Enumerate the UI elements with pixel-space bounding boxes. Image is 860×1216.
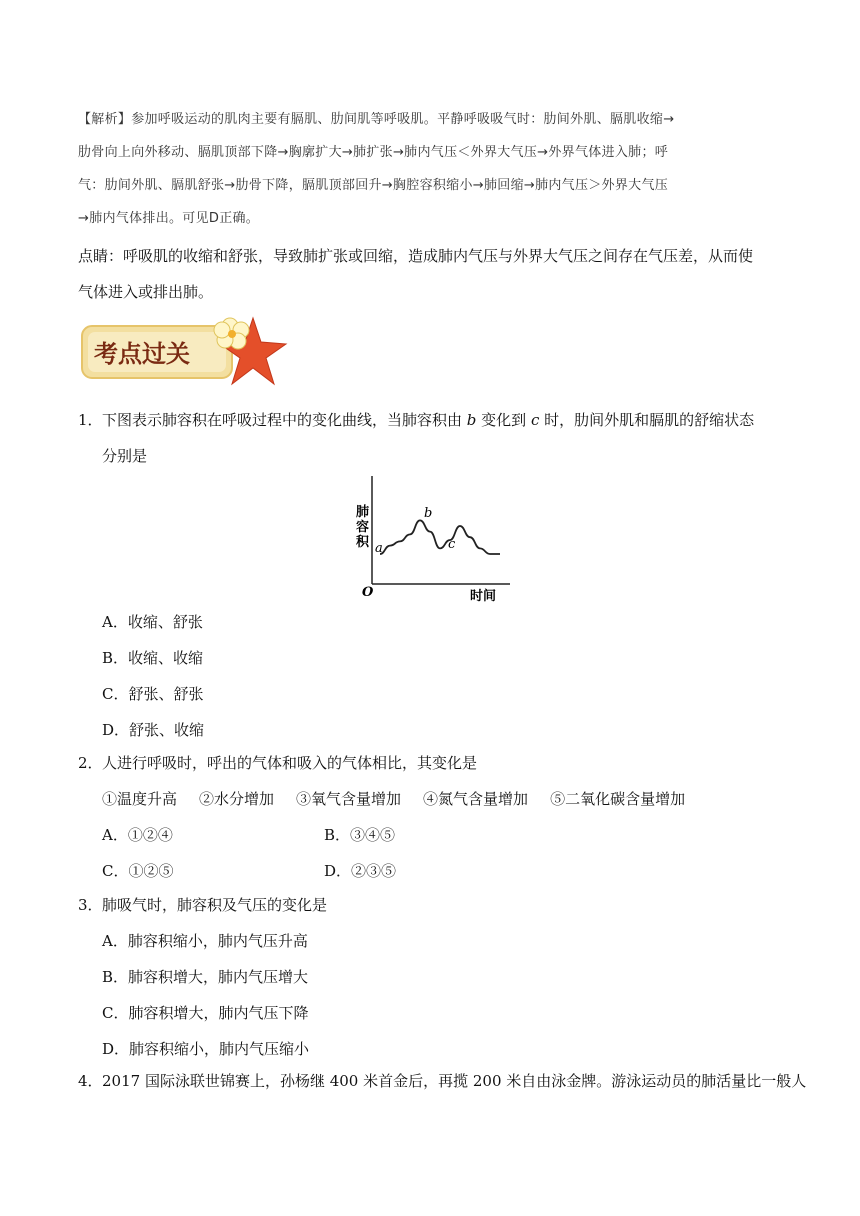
question-3 [78,887,778,1067]
q4-stem: 2017 国际泳联世锦赛上，孙杨继 400 米首金后，再揽 200 米自由泳金牌。游泳运动员的肺活量比一般人 [102,1072,807,1090]
q2-item-3: ③氧气含量增加 [296,790,402,808]
q1-stem [78,402,778,438]
q2-option-a: A．①②④ [102,826,173,844]
point-label-c: c [448,537,456,552]
q3-option-c: C．肺容积增大，肺内气压下降 [102,1004,309,1022]
q1-number: 1． [78,411,103,429]
q2-stem-line [78,745,778,781]
q2-item-1: ①温度升高 [102,790,178,808]
tip-line-2: 气体进入或排出肺。 [78,283,214,301]
q2-items [78,781,778,817]
y-axis-label [356,504,374,550]
q4-stem-line [78,1063,807,1099]
q2-option-b: B．③④⑤ [324,826,396,844]
analysis-line: 【解析】参加呼吸运动的肌肉主要有膈肌、肋间肌等呼吸肌。平静呼吸吸气时：肋间外肌、膈肌收缩→ [78,112,675,127]
q2-number: 2． [78,754,103,772]
q3-stem: 肺吸气时，肺容积及气压的变化是 [102,896,328,914]
analysis-line: 气：肋间外肌、膈肌舒张→肋骨下降，膈肌顶部回升→胸腔容积缩小→肺回缩→肺内气压＞外界大气压 [78,178,669,193]
point-label-b: b [424,506,433,521]
q2-options-row-2 [78,853,778,889]
y-label-char: 肺 [356,505,370,520]
q2-item-5: ⑤二氧化碳含量增加 [550,790,686,808]
y-label-char: 积 [356,535,370,550]
analysis-block [78,103,778,235]
section-banner [78,308,296,392]
q4-number: 4． [78,1072,103,1090]
q2-stem: 人进行呼吸时，呼出的气体和吸入的气体相比，其变化是 [102,754,478,772]
q1-option-d: D．舒张、收缩 [102,721,205,739]
q2-options-row-1 [78,817,778,853]
y-label-char: 容 [356,520,370,535]
q1-stem-a: 下图表示肺容积在呼吸过程中的变化曲线，当肺容积由 [102,411,467,429]
origin-label: O [362,585,374,600]
analysis-line: →肺内气体排出。可见D正确。 [78,211,260,226]
q1-options [78,604,778,748]
q3-option-a: A．肺容积缩小，肺内气压升高 [102,932,308,950]
q3-number: 3． [78,896,103,914]
banner-title: 考点过关 [94,339,190,368]
q3-stem-line [78,887,778,923]
q1-stem-b: 变化到 [476,411,531,429]
point-label-a: a [375,541,383,556]
q3-option-d: D．肺容积缩小，肺内气压缩小 [102,1040,310,1058]
q1-stem-c: 时，肋间外肌和膈肌的舒缩状态 [539,411,755,429]
q1-option-c: C．舒张、舒张 [102,685,204,703]
q1-option-b: B．收缩、收缩 [102,649,204,667]
q3-option-b: B．肺容积增大，肺内气压增大 [102,968,309,986]
q2-option-c: C．①②⑤ [102,862,174,880]
q1-var-b: b [466,411,477,429]
q1-var-c: c [530,411,540,429]
q2-option-d: D．②③⑤ [324,862,397,880]
q1-stem-line-2: 分别是 [102,447,148,465]
question-1 [78,402,778,474]
q1-option-a: A．收缩、舒张 [102,613,203,631]
q2-item-4: ④氮气含量增加 [423,790,529,808]
flower-icon [214,318,249,349]
q2-item-2: ②水分增加 [199,790,275,808]
x-axis-label: 时间 [470,589,497,604]
tip-line-1: 点睛：呼吸肌的收缩和舒张，导致肺扩张或回缩，造成肺内气压与外界大气压之间存在气压差，从而使 [78,247,754,265]
volume-curve [380,520,500,554]
analysis-line: 肋骨向上向外移动、膈肌顶部下降→胸廓扩大→肺扩张→肺内气压＜外界大气压→外界气体进入肺；呼 [78,145,669,160]
question-4 [78,1063,807,1099]
tip-block [78,238,778,310]
lung-volume-chart [350,468,520,604]
question-2 [78,745,778,889]
